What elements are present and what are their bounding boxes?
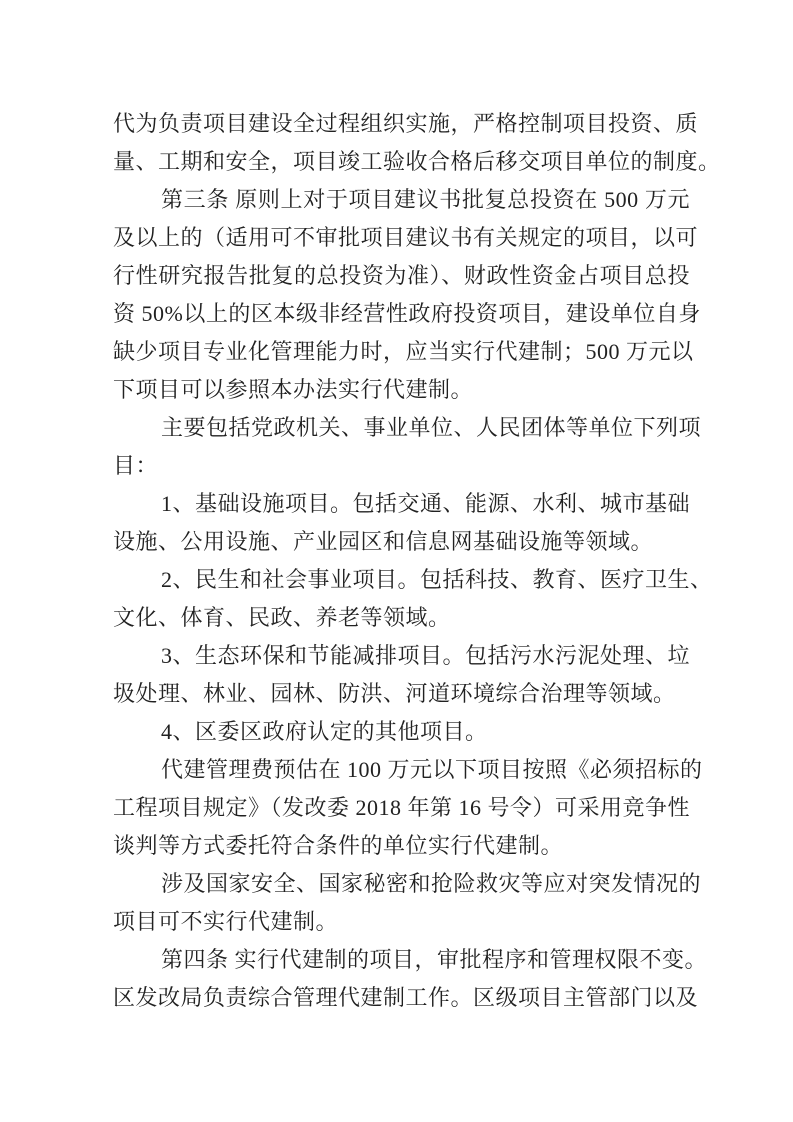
text-line-item-2: 2、民生和社会事业项目。包括科技、教育、医疗卫生、	[161, 567, 713, 592]
text-line: 下项目可以参照本办法实行代建制。	[113, 377, 474, 402]
text-line-article-3: 第三条 原则上对于项目建议书批复总投资在 500 万元	[161, 187, 690, 212]
text-line: 谈判等方式委托符合条件的单位实行代建制。	[113, 833, 564, 858]
text-line: 涉及国家安全、国家秘密和抢险救灾等应对突发情况的	[161, 871, 702, 896]
text-line-item-1: 1、基础设施项目。包括交通、能源、水利、城市基础	[161, 491, 691, 516]
text-line: 量、工期和安全，项目竣工验收合格后移交项目单位的制度。	[113, 149, 721, 174]
text-line: 目：	[113, 453, 159, 478]
document-text-block	[113, 105, 721, 1017]
text-line: 项目可不实行代建制。	[113, 909, 339, 934]
text-line-article-4: 第四条 实行代建制的项目，审批程序和管理权限不变。	[161, 947, 708, 972]
text-line-item-3: 3、生态环保和节能减排项目。包括污水污泥处理、垃	[161, 643, 691, 668]
text-line: 代为负责项目建设全过程组织实施，严格控制项目投资、质	[113, 111, 699, 136]
text-line: 及以上的（适用可不审批项目建议书有关规定的项目，以可	[113, 225, 699, 250]
text-line: 工程项目规定》（发改委 2018 年第 16 号令）可采用竞争性	[113, 795, 691, 820]
text-line: 文化、体育、民政、养老等领域。	[113, 605, 451, 630]
text-line: 圾处理、林业、园林、防洪、河道环境综合治理等领域。	[113, 681, 676, 706]
text-line: 代建管理费预估在 100 万元以下项目按照《必须招标的	[161, 757, 703, 782]
text-line: 区发改局负责综合管理代建制工作。区级项目主管部门以及	[113, 985, 699, 1010]
text-line-item-4: 4、区委区政府认定的其他项目。	[161, 719, 488, 744]
text-line: 缺少项目专业化管理能力时，应当实行代建制；500 万元以	[113, 339, 694, 364]
text-line: 设施、公用设施、产业园区和信息网基础设施等领域。	[113, 529, 654, 554]
text-line: 资 50%以上的区本级非经营性政府投资项目，建设单位自身	[113, 301, 701, 326]
text-line: 主要包括党政机关、事业单位、人民团体等单位下列项	[161, 415, 702, 440]
text-line: 行性研究报告批复的总投资为准）、财政性资金占项目总投	[113, 263, 690, 288]
